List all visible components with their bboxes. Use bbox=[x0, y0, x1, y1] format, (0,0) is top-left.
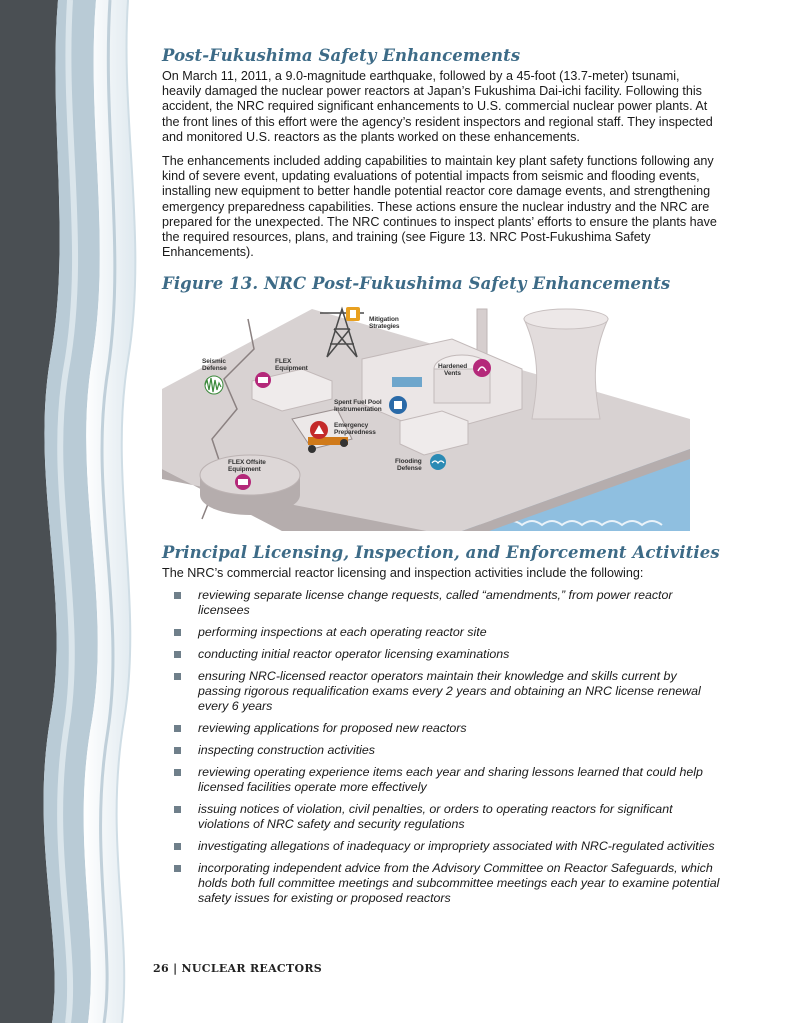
siren-icon bbox=[310, 421, 328, 439]
label-emergency-1: Emergency bbox=[334, 422, 369, 430]
page-content bbox=[162, 46, 722, 913]
label-mitigation-1: Mitigation bbox=[369, 316, 399, 324]
bullet-icon bbox=[174, 865, 181, 872]
bullet-icon bbox=[174, 592, 181, 599]
label-flex-2: Equipment bbox=[275, 365, 308, 373]
vent-icon bbox=[473, 359, 491, 377]
label-seismic-1: Seismic bbox=[202, 358, 226, 366]
list-item bbox=[162, 647, 722, 662]
list-item bbox=[162, 588, 722, 618]
list-item-text: investigating allegations of inadequacy or impropriety associated with NRC-regulated activities bbox=[198, 838, 715, 853]
list-item bbox=[162, 721, 722, 736]
paragraph-2: The enhancements included adding capabilities to maintain key plant safety functions following any kind of severe event, updating evaluations of potential impacts from seismic and flooding events, installing new equipment to better handle potential reactor core damage events, and strengthening emergency preparedness capabilities. These actions ensure the nuclear industry and the NRC are prepared for the unexpected. The NRC continues to inspect plants’ efforts to ensure the plants have the required resources, plans, and training (see Figure 13. NRC Post-Fukushima Safety Enhancements). bbox=[162, 154, 717, 260]
list-item-text: reviewing operating experience items each year and sharing lessons learned that could help licensed facilities operate more effectively bbox=[198, 764, 703, 794]
footer-separator: | bbox=[173, 962, 178, 975]
list-item bbox=[162, 861, 722, 906]
toolbox-icon bbox=[255, 372, 271, 388]
label-emergency-2: Preparedness bbox=[334, 429, 376, 437]
bullet-icon bbox=[174, 747, 181, 754]
strategies-icon bbox=[346, 307, 360, 321]
list-item bbox=[162, 743, 722, 758]
section-heading-licensing: Principal Licensing, Inspection, and Enforcement Activities bbox=[162, 543, 720, 563]
list-item-text: issuing notices of violation, civil penalties, or orders to operating reactors for significant violations of NRC safety and security regulations bbox=[198, 801, 673, 831]
pool-icon bbox=[389, 396, 407, 414]
list-item bbox=[162, 802, 722, 832]
bullet-icon bbox=[174, 806, 181, 813]
list-item bbox=[162, 625, 722, 640]
page-number: 26 bbox=[153, 962, 169, 975]
list-item bbox=[162, 669, 722, 714]
label-offsite-1: FLEX Offsite bbox=[228, 459, 266, 467]
bullet-icon bbox=[174, 843, 181, 850]
activities-intro: The NRC’s commercial reactor licensing and inspection activities include the following: bbox=[162, 566, 644, 581]
list-item-text: inspecting construction activities bbox=[198, 742, 375, 757]
label-flooding-1: Flooding bbox=[395, 458, 422, 466]
label-vents-1: Hardened bbox=[438, 363, 468, 371]
wave-icon bbox=[430, 454, 446, 470]
bullet-icon bbox=[174, 725, 181, 732]
offsite-toolbox-icon bbox=[235, 474, 251, 490]
list-item-text: reviewing applications for proposed new reactors bbox=[198, 720, 467, 735]
bullet-icon bbox=[174, 651, 181, 658]
bullet-icon bbox=[174, 673, 181, 680]
list-item bbox=[162, 839, 722, 854]
label-flooding-2: Defense bbox=[397, 465, 422, 473]
paragraph-1: On March 11, 2011, a 9.0-magnitude earthquake, followed by a 45-foot (13.7-meter) tsunami, heavily damaged the nuclear power reactors at Japan’s Fukushima Dai-ichi facility. Following this accident, the NRC required significant enhancements to U.S. commercial nuclear power plants. At the front lines of this effort were the agency’s resident inspectors and regional staff. They inspected and monitored U.S. reactors as the plants worked on these enhancements. bbox=[162, 69, 713, 144]
footer-title: NUCLEAR REACTORS bbox=[181, 962, 323, 975]
label-vents-2: Vents bbox=[444, 370, 461, 378]
section-heading-post-fukushima: Post-Fukushima Safety Enhancements bbox=[162, 46, 521, 65]
figure-title: Figure 13. NRC Post-Fukushima Safety Enhancements bbox=[162, 274, 671, 294]
bullet-icon bbox=[174, 629, 181, 636]
list-item bbox=[162, 765, 722, 795]
label-pool-2: Instrumentation bbox=[334, 406, 382, 414]
decorative-side-wave bbox=[0, 0, 160, 1023]
list-item-text: conducting initial reactor operator licensing examinations bbox=[198, 646, 510, 661]
activities-list bbox=[162, 588, 722, 906]
list-item-text: performing inspections at each operating reactor site bbox=[198, 624, 487, 639]
label-seismic-2: Defense bbox=[202, 365, 227, 373]
bullet-icon bbox=[174, 769, 181, 776]
label-pool-1: Spent Fuel Pool bbox=[334, 399, 382, 407]
label-offsite-2: Equipment bbox=[228, 466, 261, 474]
label-flex-1: FLEX bbox=[275, 358, 292, 366]
label-mitigation-2: Strategies bbox=[369, 323, 400, 331]
list-item-text: incorporating independent advice from the Advisory Committee on Reactor Safeguards, which holds both full committee meetings and subcommittee meetings each year to examine potential safety issues for existing or proposed reactors bbox=[198, 860, 720, 905]
list-item-text: ensuring NRC-licensed reactor operators maintain their knowledge and skills current by passing rigorous requalification exams every 2 years and obtaining an NRC license renewal every 6 years bbox=[198, 668, 701, 713]
list-item-text: reviewing separate license change requests, called “amendments,” from power reactor licensees bbox=[198, 587, 673, 617]
seismic-icon bbox=[205, 376, 223, 394]
page-footer bbox=[153, 962, 322, 975]
figure-13-illustration bbox=[162, 299, 690, 531]
